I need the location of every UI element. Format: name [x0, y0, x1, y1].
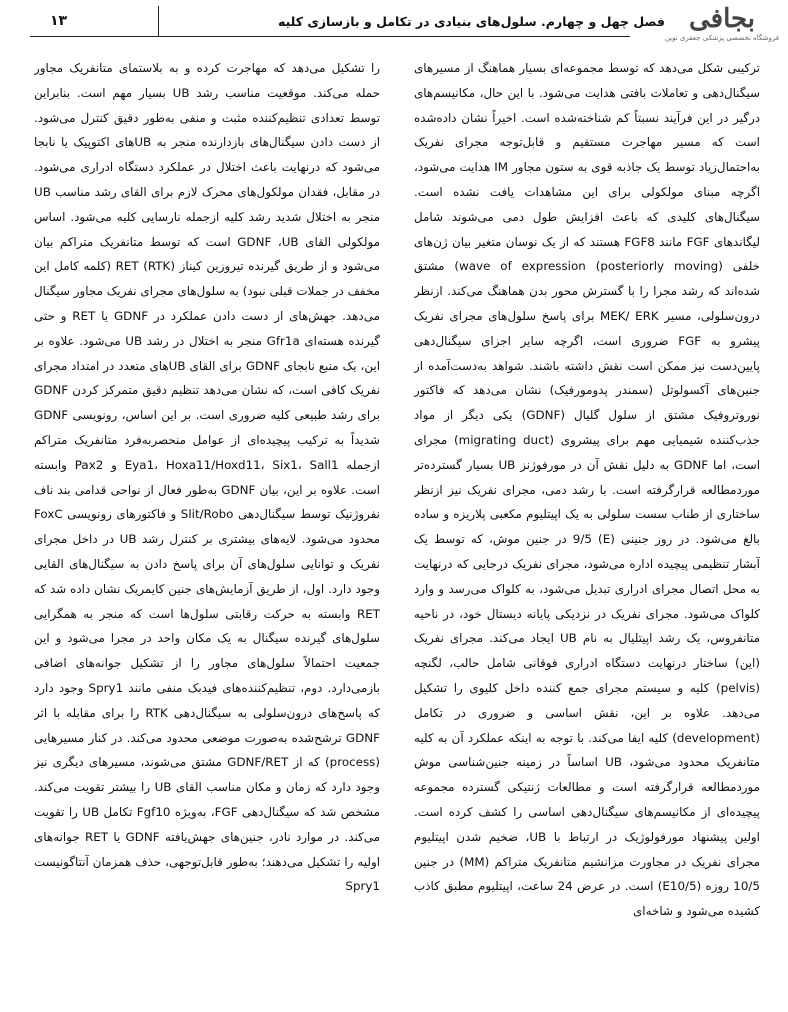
chapter-subject: سلول‌های بنیادی در تکامل و بازسازی کلیه [277, 13, 537, 29]
page-number: ۱۳ [50, 13, 68, 29]
column-right [414, 56, 760, 1006]
column-left-text: را تشکیل می‌دهد که مهاجرت کرده و به بلاستمای متانفریک مجاور حمله می‌کند. موقعیت مناسب رشد UB بسیار مهم است. بنابراین توسط تعدادی تنظیم‌کننده مثبت و منفی به‌طور دقیق کنترل می‌شود. از دست دادن سیگنال‌های بازدارنده منجر به UBهای اکتوپیک یا نابجا می‌شود که درنهایت باعث اختلال در عملکرد دستگاه ادراری می‌شود. در مقابل، فقدان مولکول‌های محرک لازم برای القای رشد مناسب UB منجر به اختلال شدید رشد کلیه ازجمله نارسایی کلیه می‌شود. اساس مولکولی القای GDNF ،UB است که توسط متانفریک متراکم بیان می‌شود و از طریق گیرنده تیروزین کیناز RET (RTK) (کلمه کامل این مخفف در جملات قبلی نبود) به سلول‌های مجرای نفریک مجاور سیگنال می‌دهد. جهش‌های از دست دادن عملکرد در GDNF یا RET و حتی گیرنده هسته‌ای Gfr1a منجر به اختلال در رشد UB می‌شود. علاوه بر این، یک منبع نابجای GDNF برای القای UBهای متعدد در امتداد مجرای نفریک کافی است، که نشان می‌دهد تنظیم دقیق متمرکز کردن GDNF برای رشد طبیعی کلیه ضروری است. بر این اساس، رونویسی GDNF شدیداً به ترکیب پیچیده‌ای از عوامل منحصربه‌فرد متانفریک متراکم ازجمله Eya1، Hoxa11/Hoxd11، Six1، Sall1 و Pax2 وابسته است. علاوه بر این، بیان GDNF به‌طور فعال از نواحی قدامی بند ناف نفروژنیک توسط سیگنال‌دهی Slit/Robo و فاکتورهای رونویسی FoxC محدود می‌شود. لایه‌های بیشتری بر کنترل رشد UB در داخل مجرای نفریک و توانایی سلول‌های آن برای پاسخ دادن به سیگنال‌های القایی وجود دارد. اول، از طریق آزمایش‌های جنین کایمریک نشان داده شد که RET وابسته به حرکت رقابتی سلول‌ها است که منجر به همگرایی سلول‌های گیرنده سیگنال به یک مکان واحد در مجرا می‌شود و این جمعیت احتمالاً سلول‌های مجاور را از تشکیل جوانه‌های اضافی بازمی‌دارد. دوم، تنظیم‌کننده‌های فیدبک منفی مانند Spry1 وجود دارد که پاسخ‌های درون‌سلولی به سیگنال‌دهی RTK را برای مقابله با اثر GDNF ترشح‌شده به‌صورت موضعی محدود می‌کند. در کنار مسیرهایی (process) که از GDNF/RET مشتق می‌شوند، مسیرهای دیگری نیز وجود دارد که زمان و مکان مناسب القای UB را بیشتر تقویت می‌کند. مشخص شد که سیگنال‌دهی FGF، به‌ویژه Fgf10 تکامل UB را تقویت می‌کند. در موارد نادر، جنین‌های جهش‌یافته GDNF یا RET جوانه‌های اولیه را تشکیل می‌دهند؛ به‌طور قابل‌توجهی، حذف همزمان آنتاگونیست Spry1 [34, 61, 380, 894]
logo-caption: فروشگاه تخصصی پزشکی جعفری نوین [664, 34, 780, 42]
header-divider [158, 6, 159, 36]
header-bar [30, 8, 665, 34]
chapter-label: فصل چهل و چهارم. [541, 13, 665, 29]
publisher-logo [662, 4, 782, 62]
running-title [278, 14, 665, 29]
logo-mark: ﺑﺠﺎﻓﯽ [688, 4, 756, 34]
body-columns [34, 56, 760, 1006]
column-left [34, 56, 380, 1006]
column-right-text: ترکیبی شکل می‌دهد که توسط مجموعه‌ای بسیار هماهنگ از مسیرهای سیگنال‌دهی و تعاملات بافتی هدایت می‌شود. با این حال، مکانیسم‌های درگیر در این فرآیند نسبتاً کم شناخته‌شده است. اخیراً نشان داده‌شده است که مسیر مهاجرت مستقیم و قابل‌توجه مجرای نفریک به‌احتمال‌زیاد توسط یک جاذبه قوی به ستون مجاور IM هدایت می‌شود، اگرچه مبنای مولکولی برای این مشاهدات یافت نشده است. سیگنال‌های کلیدی که باعث افزایش طول دمی می‌شوند شامل لیگاندهای FGF مانند FGF8 هستند که از یک نوسان متغیر بیان ژن‌های خلفی (posteriorly moving) wave of expression) مشتق شده‌اند که رشد مجرا را با گسترش محور بدن هماهنگ می‌کند. ازنظر درون‌سلولی، مسیر MEK/ ERK برای پاسخ سلول‌های مجرای نفریک پیشرو به FGF ضروری است، اگرچه سایر اجزای سیگنال‌دهی پایین‌دست نیز ممکن است نقش داشته باشند. شواهد به‌دست‌آمده از جنین‌های آکسولوتل (سمندر پدومورفیک) نشان می‌دهد که فاکتور نوروتروفیک مشتق از سلول گلیال (GDNF) یکی دیگر از مواد جذب‌کننده شیمیایی مهم برای پیشروی (migrating duct) مجرای است، اما GDNF به دلیل نقش آن در مورفوژنز UB بسیار گسترده‌تر موردمطالعه قرارگرفته است. با رشد دمی، مجرای نفریک نیز ازنظر ساختاری از طناب سست سلولی به یک اپیتلیوم مکعبی پلاریزه و ساده بالغ می‌شود. در روز جنینی (E) 9/5 در جنین موش، که توسط یک آبشار تنظیمی پیچیده اداره می‌شود، مجرای نفریک درجایی که درنهایت به محل اتصال مجرای ادراری تبدیل می‌شود، به کلواک می‌رسد و وارد کلواک می‌شود. مجرای نفریک در نزدیکی پایانه دیستال خود، در ناحیه متانفروس، یک رشد اپیتلیال به نام UB ایجاد می‌کند. مجرای نفریک (این) ساختار درنهایت دستگاه ادراری فوقانی شامل حالب، لگنچه (pelvis) کلیه و سیستم مجرای جمع کننده داخل کلیوی را تشکیل می‌دهد. علاوه بر این، نقش اساسی و ضروری در تکامل (development) کلیه ایفا می‌کند. با توجه به اینکه عملکرد آن به کلیه متانفریک محدود می‌شود، UB اساساً در زمینه جنین‌شناسی موش موردمطالعه قرارگرفته است و مطالعات ژنتیکی گسترده مجموعه پیچیده‌ای از مکانیسم‌های سیگنال‌دهی اساسی را کشف کرده است. اولین پیشنهاد مورفولوژیک در ارتباط با UB، ضخیم شدن اپیتلیوم مجرای نفریک در مجاورت مزانشیم متانفریک متراکم (MM) در جنین 10/5 روزه (E10/5) است. در عرض 24 ساعت، اپیتلیوم مطبق کاذب کشیده می‌شود و شاخه‌ای [414, 61, 760, 919]
header-rule [30, 36, 630, 37]
